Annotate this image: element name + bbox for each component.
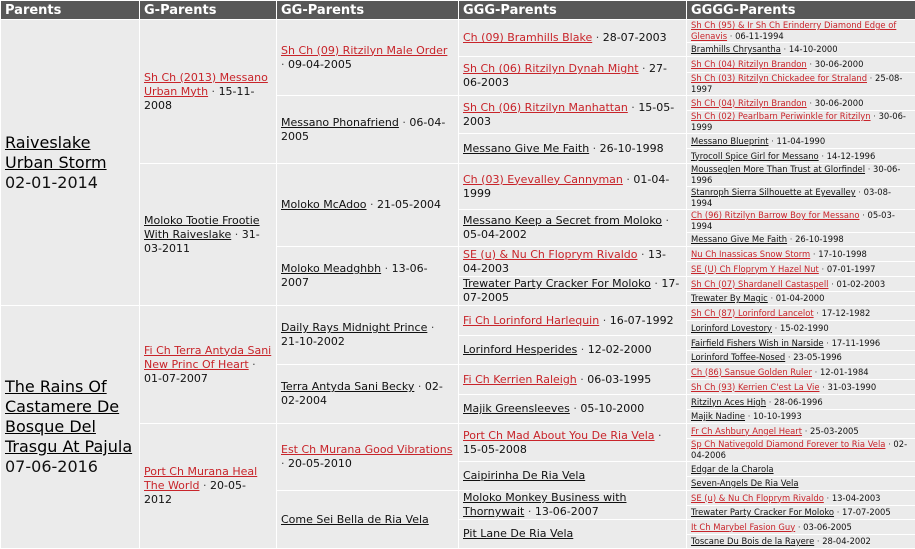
- gggg-parent-date: 06-11-1994: [735, 31, 784, 41]
- ggg-parent-date: 28-07-2003: [603, 31, 667, 44]
- header-ggg-parents: GGG-Parents: [459, 1, 687, 20]
- gggg-parent-cell: [687, 149, 915, 164]
- header-g-parents: G-Parents: [140, 1, 277, 20]
- separator-dot: ·: [281, 58, 288, 71]
- g-parent-date: 31-03-2011: [144, 228, 260, 255]
- g-parent-cell: [140, 306, 277, 424]
- header-row: [1, 1, 915, 20]
- gggg-parent-name-link[interactable]: Majik Nadine: [691, 411, 745, 421]
- ggg-parent-name-link[interactable]: Majik Greensleeves: [463, 402, 570, 415]
- gggg-parent-date: 13-04-2003: [832, 493, 881, 503]
- gg-parent-cell: [277, 247, 459, 306]
- gg-parent-name-link[interactable]: Est Ch Murana Good Vibrations: [281, 443, 452, 456]
- ggg-parent-cell: [459, 277, 687, 306]
- gg-parent-name-link[interactable]: Sh Ch (09) Ritzilyn Male Order: [281, 44, 447, 57]
- separator-dot: ·: [399, 116, 410, 129]
- ggg-parent-cell: [459, 96, 687, 134]
- separator-dot: ·: [819, 382, 827, 392]
- gggg-parent-cell: [687, 336, 915, 351]
- gg-parent-date: 06-04-2005: [281, 116, 445, 143]
- gggg-parent-date: 15-02-1990: [780, 323, 829, 333]
- gggg-parent-cell: [687, 477, 915, 491]
- separator-dot: ·: [859, 210, 867, 220]
- gggg-parent-cell: [687, 395, 915, 410]
- gggg-parent-date: 17-10-1998: [818, 249, 867, 259]
- separator-dot: ·: [824, 338, 832, 348]
- separator-dot: ·: [381, 262, 392, 275]
- gggg-parent-cell: [687, 187, 915, 210]
- g-parent-date: 01-07-2007: [144, 372, 208, 385]
- gggg-parent-cell: [687, 424, 915, 439]
- parent-cell: [1, 306, 140, 549]
- separator-dot: ·: [768, 293, 776, 303]
- gg-parent-cell: [277, 306, 459, 365]
- header-parents: Parents: [1, 1, 140, 20]
- gggg-parent-name-link[interactable]: Sh Ch (87) Lorinford Lancelot: [691, 308, 814, 318]
- ggg-parent-cell: [459, 164, 687, 210]
- separator-dot: ·: [785, 352, 793, 362]
- ggg-parent-date: 15-05-2003: [463, 101, 674, 128]
- gg-parent-cell: [277, 491, 459, 549]
- gggg-parent-name-link[interactable]: Sh Ch (02) Pearlbarn Periwinkle for Ritzilyn: [691, 111, 871, 121]
- gggg-parent-name-link[interactable]: Stanroph Sierra Silhouette at Eyevalley: [691, 187, 856, 197]
- gggg-parent-date: 31-03-1990: [827, 382, 876, 392]
- separator-dot: ·: [787, 234, 795, 244]
- ggg-parent-name-link[interactable]: Fi Ch Kerrien Raleigh: [463, 373, 577, 386]
- gggg-parent-name-link[interactable]: Ch (96) Ritzilyn Barrow Boy for Messano: [691, 210, 859, 220]
- gggg-parent-date: 02-04-2006: [691, 439, 907, 460]
- separator-dot: ·: [249, 358, 256, 371]
- separator-dot: ·: [819, 151, 827, 161]
- ggg-parent-cell: [459, 20, 687, 57]
- gggg-parent-date: 12-01-1984: [820, 367, 869, 377]
- separator-dot: ·: [592, 31, 603, 44]
- ggg-parent-date: 13-04-2003: [463, 248, 666, 275]
- gggg-parent-name-link[interactable]: Bramhills Chrysantha: [691, 44, 781, 54]
- g-parent-name-link[interactable]: Sh Ch (2013) Messano Urban Myth: [144, 71, 268, 98]
- gggg-parent-cell: [687, 506, 915, 520]
- gg-parent-name-link[interactable]: Daily Rays Midnight Prince: [281, 321, 427, 334]
- gggg-parent-cell: [687, 520, 915, 535]
- gggg-parent-name-link[interactable]: It Ch Marybel Fasion Guy: [691, 522, 795, 532]
- gggg-parent-cell: [687, 57, 915, 73]
- gg-parent-name-link[interactable]: Terra Antyda Sani Becky: [281, 380, 414, 393]
- ggg-parent-date: 05-04-2002: [463, 228, 527, 241]
- ggg-parent-name-link[interactable]: Messano Keep a Secret from Moloko: [463, 214, 662, 227]
- separator-dot: ·: [662, 214, 669, 227]
- gggg-parent-name-link[interactable]: Sh Ch (04) Ritzilyn Brandon: [691, 59, 807, 69]
- gg-parent-cell: [277, 365, 459, 424]
- gggg-parent-date: 17-11-1996: [832, 338, 881, 348]
- gggg-parent-date: 11-04-1990: [777, 136, 826, 146]
- gg-parent-date: 20-05-2010: [288, 457, 352, 470]
- gggg-parent-date: 01-04-2000: [776, 293, 825, 303]
- gggg-parent-name-link[interactable]: Toscane Du Bois de la Rayere: [691, 536, 814, 546]
- g-parent-date: 20-05-2012: [144, 479, 246, 506]
- gggg-parent-name-link[interactable]: Sp Ch Nativegold Diamond Forever to Ria Vela: [691, 439, 885, 449]
- gggg-parent-cell: [687, 306, 915, 321]
- separator-dot: ·: [655, 429, 662, 442]
- gggg-parent-date: 14-10-2000: [789, 44, 838, 54]
- gggg-parent-cell: [687, 20, 915, 43]
- separator-dot: ·: [795, 522, 803, 532]
- parent-date: 07-06-2016: [5, 457, 98, 476]
- separator-dot: ·: [623, 173, 634, 186]
- separator-dot: ·: [231, 228, 242, 241]
- separator-dot: ·: [828, 279, 836, 289]
- separator-dot: ·: [208, 85, 219, 98]
- gggg-parent-date: 30-06-1999: [691, 111, 906, 132]
- gggg-parent-date: 30-06-2000: [815, 98, 864, 108]
- gggg-parent-name-link[interactable]: Lorinford Lovestory: [691, 323, 772, 333]
- separator-dot: ·: [367, 198, 378, 211]
- gggg-parent-cell: [687, 439, 915, 462]
- header-gg-parents: GG-Parents: [277, 1, 459, 20]
- gg-parent-date: 09-04-2005: [288, 58, 352, 71]
- gggg-parent-date: 28-04-2002: [822, 536, 871, 546]
- ggg-parent-cell: [459, 424, 687, 462]
- gggg-parent-cell: [687, 262, 915, 277]
- pedigree-row: [1, 306, 915, 321]
- g-parent-cell: [140, 424, 277, 549]
- separator-dot: ·: [871, 111, 879, 121]
- separator-dot: ·: [807, 98, 815, 108]
- g-parent-date: 15-11-2008: [144, 85, 255, 112]
- ggg-parent-name-link[interactable]: Pit Lane De Ria Vela: [463, 527, 573, 540]
- separator-dot: ·: [766, 397, 774, 407]
- separator-dot: ·: [577, 373, 588, 386]
- gggg-parent-date: 28-06-1996: [774, 397, 823, 407]
- separator-dot: ·: [524, 505, 535, 518]
- separator-dot: ·: [639, 62, 650, 75]
- gggg-parent-cell: [687, 321, 915, 336]
- gg-parent-name-link[interactable]: Come Sei Bella de Ria Vela: [281, 513, 429, 526]
- gggg-parent-date: 17-07-2005: [842, 507, 891, 517]
- separator-dot: ·: [865, 164, 873, 174]
- ggg-parent-name-link[interactable]: Moloko Monkey Business with Thornywait: [463, 491, 627, 518]
- separator-dot: ·: [281, 457, 288, 470]
- gg-parent-cell: [277, 164, 459, 247]
- gggg-parent-cell: [687, 111, 915, 134]
- gggg-parent-name-link[interactable]: Fairfield Fishers Wish in Narside: [691, 338, 824, 348]
- separator-dot: ·: [589, 142, 600, 155]
- ggg-parent-cell: [459, 462, 687, 491]
- ggg-parent-date: 01-04-1999: [463, 173, 669, 200]
- separator-dot: ·: [834, 507, 842, 517]
- ggg-parent-date: 15-05-2008: [463, 443, 527, 456]
- gggg-parent-name-link[interactable]: Ch (86) Sansue Golden Ruler: [691, 367, 812, 377]
- separator-dot: ·: [414, 380, 425, 393]
- pedigree-row: [1, 20, 915, 43]
- gggg-parent-name-link[interactable]: Sh Ch (07) Shardanell Castaspell: [691, 279, 828, 289]
- gggg-parent-date: 25-08-1997: [691, 73, 902, 94]
- ggg-parent-name-link[interactable]: Port Ch Mad About You De Ria Vela: [463, 429, 655, 442]
- separator-dot: ·: [824, 493, 832, 503]
- gggg-parent-name-link[interactable]: Seven-Angels De Ria Vela: [691, 478, 798, 488]
- gggg-parent-cell: [687, 73, 915, 96]
- ggg-parent-name-link[interactable]: Ch (09) Bramhills Blake: [463, 31, 592, 44]
- gggg-parent-cell: [687, 164, 915, 187]
- ggg-parent-name-link[interactable]: Lorinford Hesperides: [463, 343, 577, 356]
- ggg-parent-date: 12-02-2000: [588, 343, 652, 356]
- g-parent-name-link[interactable]: Moloko Tootie Frootie With Raiveslake: [144, 214, 260, 241]
- gggg-parent-date: 03-06-2005: [803, 522, 852, 532]
- gggg-parent-name-link[interactable]: SE (u) & Nu Ch Floprym Rivaldo: [691, 493, 824, 503]
- gggg-parent-cell: [687, 247, 915, 262]
- gggg-parent-cell: [687, 233, 915, 247]
- gg-parent-date: 13-06-2007: [281, 262, 428, 289]
- gg-parent-cell: [277, 96, 459, 164]
- gg-parent-date: 02-02-2004: [281, 380, 443, 407]
- ggg-parent-cell: [459, 210, 687, 247]
- ggg-parent-cell: [459, 57, 687, 96]
- gggg-parent-name-link[interactable]: Sh Ch (03) Ritzilyn Chickadee for Straland: [691, 73, 867, 83]
- gggg-parent-date: 10-10-1993: [753, 411, 802, 421]
- separator-dot: ·: [727, 31, 735, 41]
- separator-dot: ·: [867, 73, 875, 83]
- header-gggg-parents: GGGG-Parents: [687, 1, 915, 20]
- g-parent-name-link[interactable]: Port Ch Murana Heal The World: [144, 465, 257, 492]
- gggg-parent-name-link[interactable]: Sh Ch (93) Kerrien C'est La Vie: [691, 382, 819, 392]
- ggg-parent-name-link[interactable]: Messano Give Me Faith: [463, 142, 589, 155]
- ggg-parent-date: 16-07-1992: [610, 314, 674, 327]
- ggg-parent-cell: [459, 491, 687, 520]
- gggg-parent-name-link[interactable]: Trewater Party Cracker For Moloko: [691, 507, 834, 517]
- gggg-parent-date: 25-03-2005: [810, 426, 859, 436]
- parent-cell: [1, 20, 140, 306]
- gggg-parent-cell: [687, 491, 915, 506]
- ggg-parent-cell: [459, 395, 687, 424]
- gggg-parent-cell: [687, 380, 915, 395]
- separator-dot: ·: [199, 479, 210, 492]
- separator-dot: ·: [802, 426, 810, 436]
- gggg-parent-name-link[interactable]: Tyrocoll Spice Girl for Messano: [691, 151, 819, 161]
- separator-dot: ·: [814, 308, 822, 318]
- gggg-parent-date: 30-06-2000: [815, 59, 864, 69]
- ggg-parent-name-link[interactable]: Trewater Party Cracker For Moloko: [463, 277, 651, 290]
- gggg-parent-cell: [687, 462, 915, 477]
- gggg-parent-cell: [687, 292, 915, 306]
- ggg-parent-date: 05-10-2000: [580, 402, 644, 415]
- ggg-parent-cell: [459, 365, 687, 395]
- separator-dot: ·: [772, 323, 780, 333]
- ggg-parent-date: 26-10-1998: [600, 142, 664, 155]
- ggg-parent-cell: [459, 336, 687, 365]
- separator-dot: ·: [637, 248, 648, 261]
- separator-dot: ·: [814, 536, 822, 546]
- gg-parent-name-link[interactable]: Moloko Meadghbh: [281, 262, 381, 275]
- ggg-parent-cell: [459, 247, 687, 277]
- ggg-parent-name-link[interactable]: Sh Ch (06) Ritzilyn Manhattan: [463, 101, 628, 114]
- separator-dot: ·: [745, 411, 753, 421]
- ggg-parent-date: 06-03-1995: [587, 373, 651, 386]
- separator-dot: ·: [781, 44, 789, 54]
- gggg-parent-cell: [687, 277, 915, 292]
- ggg-parent-name-link[interactable]: SE (u) & Nu Ch Floprym Rivaldo: [463, 248, 637, 261]
- parent-name-link[interactable]: Raiveslake Urban Storm: [5, 133, 107, 172]
- gggg-parent-cell: [687, 365, 915, 380]
- separator-dot: ·: [810, 249, 818, 259]
- gg-parent-name-link[interactable]: Messano Phonafriend: [281, 116, 399, 129]
- gggg-parent-date: 01-02-2003: [836, 279, 885, 289]
- g-parent-name-link[interactable]: Fi Ch Terra Antyda Sani New Princ Of Heart: [144, 344, 271, 371]
- gggg-parent-name-link[interactable]: Lorinford Toffee-Nosed: [691, 352, 785, 362]
- gggg-parent-name-link[interactable]: Mousseglen More Than Trust at Glorfindel: [691, 164, 865, 174]
- separator-dot: ·: [885, 439, 893, 449]
- gg-parent-date: 21-05-2004: [377, 198, 441, 211]
- ggg-parent-name-link[interactable]: Ch (03) Eyevalley Cannyman: [463, 173, 623, 186]
- separator-dot: ·: [856, 187, 864, 197]
- separator-dot: ·: [819, 264, 827, 274]
- gggg-parent-cell: [687, 410, 915, 424]
- separator-dot: ·: [427, 321, 434, 334]
- gggg-parent-name-link[interactable]: Messano Give Me Faith: [691, 234, 787, 244]
- separator-dot: ·: [651, 277, 662, 290]
- ggg-parent-name-link[interactable]: Fi Ch Lorinford Harlequin: [463, 314, 599, 327]
- gggg-parent-cell: [687, 43, 915, 57]
- gggg-parent-name-link[interactable]: Trewater By Magic: [691, 293, 768, 303]
- parent-name-link[interactable]: The Rains Of Castamere De Bosque Del Trasgu At Pajula: [5, 377, 132, 456]
- separator-dot: ·: [599, 314, 610, 327]
- gggg-parent-name-link[interactable]: Sh Ch (95) & Ir Sh Ch Erinderry Diamond Edge of Glenavis: [691, 20, 896, 41]
- gg-parent-cell: [277, 20, 459, 96]
- ggg-parent-date: 27-06-2003: [463, 62, 667, 89]
- ggg-parent-cell: [459, 134, 687, 164]
- separator-dot: ·: [577, 343, 588, 356]
- gggg-parent-date: 03-08-1994: [691, 187, 891, 208]
- gggg-parent-date: 14-12-1996: [827, 151, 876, 161]
- gggg-parent-name-link[interactable]: Edgar de la Charola: [691, 464, 774, 474]
- gggg-parent-date: 26-10-1998: [795, 234, 844, 244]
- gggg-parent-name-link[interactable]: Messano Blueprint: [691, 136, 769, 146]
- ggg-parent-name-link[interactable]: Caipirinha De Ria Vela: [463, 469, 585, 482]
- gggg-parent-cell: [687, 351, 915, 365]
- separator-dot: ·: [570, 402, 581, 415]
- gg-parent-date: 21-10-2002: [281, 335, 345, 348]
- parent-date: 02-01-2014: [5, 173, 98, 192]
- gg-parent-cell: [277, 424, 459, 491]
- ggg-parent-cell: [459, 520, 687, 549]
- separator-dot: ·: [769, 136, 777, 146]
- gg-parent-name-link[interactable]: Moloko McAdoo: [281, 198, 367, 211]
- gggg-parent-cell: [687, 535, 915, 549]
- gggg-parent-name-link[interactable]: Ritzilyn Aces High: [691, 397, 766, 407]
- gggg-parent-name-link[interactable]: SE (U) Ch Floprym Y Hazel Nut: [691, 264, 819, 274]
- gggg-parent-date: 07-01-1997: [827, 264, 876, 274]
- gggg-parent-cell: [687, 134, 915, 149]
- gggg-parent-name-link[interactable]: Nu Ch Inassicas Snow Storm: [691, 249, 810, 259]
- g-parent-cell: [140, 164, 277, 306]
- gggg-parent-cell: [687, 210, 915, 233]
- g-parent-cell: [140, 20, 277, 164]
- gggg-parent-date: 30-06-1996: [691, 164, 900, 185]
- gggg-parent-name-link[interactable]: Sh Ch (04) Ritzilyn Brandon: [691, 98, 807, 108]
- separator-dot: ·: [812, 367, 820, 377]
- gggg-parent-date: 17-12-1982: [822, 308, 871, 318]
- ggg-parent-cell: [459, 306, 687, 336]
- separator-dot: ·: [628, 101, 639, 114]
- ggg-parent-date: 17-07-2005: [463, 277, 679, 304]
- gggg-parent-date: 05-03-1994: [691, 210, 895, 231]
- separator-dot: ·: [807, 59, 815, 69]
- ggg-parent-date: 13-06-2007: [535, 505, 599, 518]
- gggg-parent-name-link[interactable]: Fr Ch Ashbury Angel Heart: [691, 426, 802, 436]
- gggg-parent-cell: [687, 96, 915, 111]
- gggg-parent-date: 23-05-1996: [793, 352, 842, 362]
- ggg-parent-name-link[interactable]: Sh Ch (06) Ritzilyn Dynah Might: [463, 62, 639, 75]
